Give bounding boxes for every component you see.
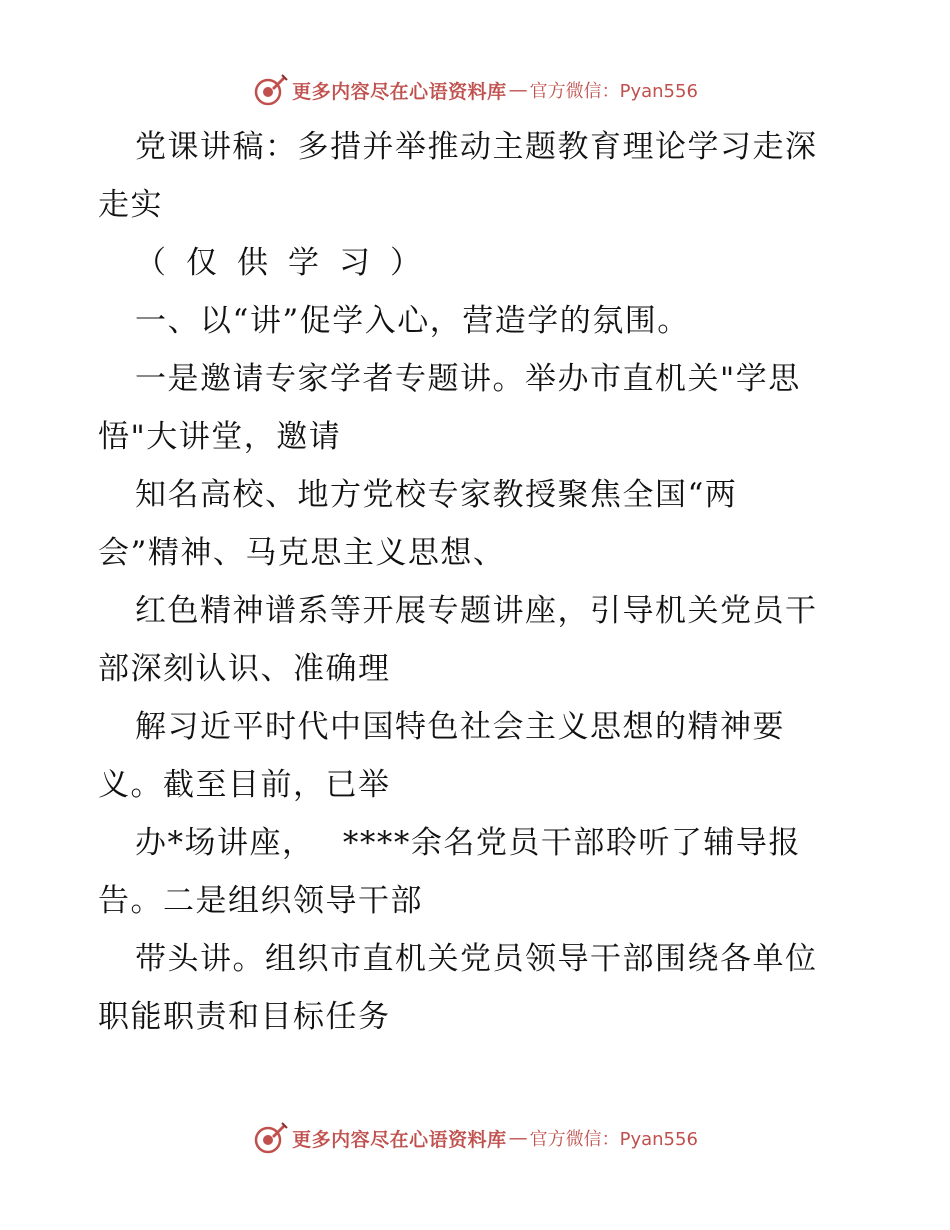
watermark-dash: — — [508, 1127, 528, 1149]
doc-line: 党课讲稿：多措并举推动主题教育理论学习走深 — [135, 129, 818, 165]
doc-line: 告。二是组织领导干部 — [98, 883, 423, 919]
watermark-main-text: 更多内容尽在心语资料库 — [292, 80, 507, 103]
doc-line: 办*场讲座， ****余名党员干部聆听了辅导报 — [135, 825, 801, 861]
doc-line: 一、以“讲”促学入心，营造学的氛围。 — [135, 303, 690, 339]
footer-watermark — [0, 1118, 950, 1158]
header-watermark — [0, 70, 950, 110]
doc-line: 会”精神、马克思主义思想、 — [98, 535, 506, 571]
doc-line: 部深刻认识、准确理 — [98, 651, 391, 687]
document-body — [98, 118, 858, 1046]
doc-line: 悟"大讲堂，邀请 — [98, 419, 342, 455]
doc-line: 红色精神谱系等开展专题讲座，引导机关党员干 — [135, 593, 818, 629]
watermark-dash: — — [508, 79, 528, 101]
pen-logo-icon — [252, 72, 288, 108]
doc-line: 知名高校、地方党校专家教授聚焦全国“两 — [135, 477, 738, 513]
doc-line: 解习近平时代中国特色社会主义思想的精神要 — [135, 709, 785, 745]
doc-line: 义。截至目前，已举 — [98, 767, 391, 803]
doc-line: 带头讲。组织市直机关党员领导干部围绕各单位 — [135, 941, 818, 977]
watermark-main-text: 更多内容尽在心语资料库 — [292, 1128, 507, 1151]
watermark-sub-text: 官方微信：Pyan556 — [529, 1129, 698, 1150]
doc-line: （仅供学习） — [135, 245, 441, 281]
watermark-sub-text: 官方微信：Pyan556 — [529, 81, 698, 102]
pen-logo-icon — [252, 1120, 288, 1156]
doc-line: 一是邀请专家学者专题讲。举办市直机关"学思 — [135, 361, 801, 397]
doc-line: 职能职责和目标任务 — [98, 999, 391, 1035]
doc-line: 走实 — [98, 187, 163, 223]
